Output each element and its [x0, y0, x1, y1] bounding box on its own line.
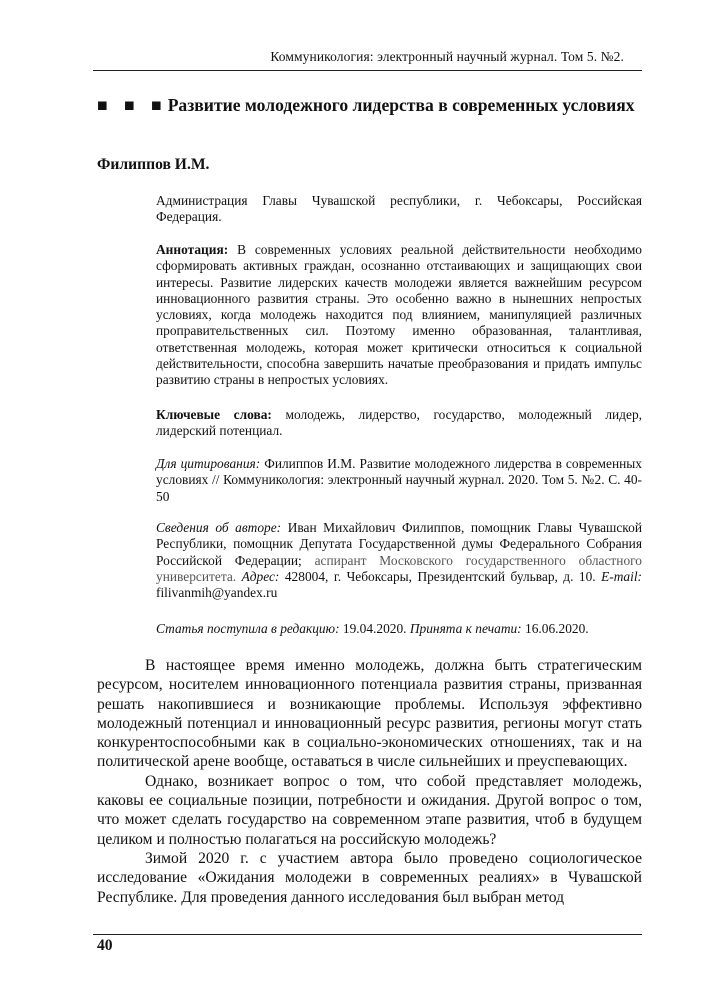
author-info	[156, 520, 642, 601]
received-date: 19.04.2020.	[342, 621, 407, 636]
abstract-text: В современных условиях реальной действительности необходимо сформировать активных граждан, осознанно отстаивающих и защищающих свои интересы. Развитие лидерских качеств молодежи является важнейшим ресурсом инновационного развития страны. Это особенно важно в нынешних непростых условиях, когда молодежь находится под влиянием, манипуляцией различных проправительственных сил. Поэтому именно образованная, талантливая, ответственная молодежь, которая может критически относиться к социальной действительности, способна завершить начатые преобразования и придать импульс развитию страны в непростых условиях.	[156, 242, 642, 388]
body-paragraph: Зимой 2020 г. с участием автора было проведено социологическое исследование «Ожидания молодежи в современных реалиях» в Чувашской Республике. Для проведения данного исследования был выбран метод	[97, 849, 642, 906]
header-divider	[93, 70, 642, 71]
article-title	[97, 95, 642, 116]
author-info-affiliation: аспирант Московского государственного областного университета.	[156, 552, 642, 584]
author-name: Филиппов И.М.	[97, 156, 210, 173]
title-marks: ■ ■ ■	[97, 95, 162, 115]
keywords-text: молодежь, лидерство, государство, молодежный лидер, лидерский потенциал.	[156, 407, 642, 439]
article-title-text: Развитие молодежного лидерства в современных условиях	[167, 95, 635, 115]
accepted-date: 16.06.2020.	[525, 621, 589, 636]
keywords-label: Ключевые слова:	[156, 407, 272, 422]
citation	[156, 456, 642, 505]
page-number: 40	[97, 937, 113, 954]
body-paragraph: Однако, возникает вопрос о том, что собой представляет молодежь, каковы ее социальные позиции, потребности и ожидания. Другой вопрос о том, что может сделать государство на современном этапе развития, чтоб в будущем целиком и полностью полагаться на российскую молодежь?	[97, 772, 642, 848]
address-text: 428004, г. Чебоксары, Президентский бульвар, д. 10.	[284, 568, 596, 584]
abstract-label: Аннотация:	[156, 242, 229, 257]
author-info-label: Сведения об авторе:	[156, 520, 282, 535]
email-link[interactable]: filivanmih@yandex.ru	[156, 585, 278, 601]
citation-label: Для цитирования:	[156, 456, 261, 471]
email-label: E-mail:	[601, 568, 642, 584]
author-info-text: Иван Михайлович Филиппов, помощник Главы Чувашской Республики, помощник Депутата Государственной думы Федерального Собрания Российской Федерации;	[156, 520, 642, 568]
body-text	[97, 656, 642, 907]
abstract	[156, 242, 642, 389]
affiliation: Администрация Главы Чувашской республики, г. Чебоксары, Российская Федерация.	[156, 193, 642, 225]
article-dates	[156, 621, 642, 637]
citation-text: Филиппов И.М. Развитие молодежного лидерства в современных условиях // Коммуникология: электронный научный журнал. 2020. Том 5. №2. С. 40-50	[156, 456, 642, 504]
footer-divider	[93, 934, 642, 935]
body-paragraph: В настоящее время именно молодежь, должна быть стратегическим ресурсом, носителем инновационного потенциала развития страны, призванная решать накопившиеся и возникающие проблемы. Используя эффективно молодежный потенциал и инновационный ресурс развития, регионы могут стать конкурентоспособными как в социально-экономических отношениях, так и на политической арене вообще, оставаться в числе сильнейших и преуспевающих.	[97, 657, 642, 771]
received-label: Статья поступила в редакцию:	[156, 621, 340, 636]
running-head: Коммуникология: электронный научный журнал. Том 5. №2.	[270, 49, 624, 64]
address-label: Адрес:	[241, 568, 280, 584]
accepted-label: Принята к печати:	[409, 621, 522, 636]
keywords	[156, 407, 642, 440]
